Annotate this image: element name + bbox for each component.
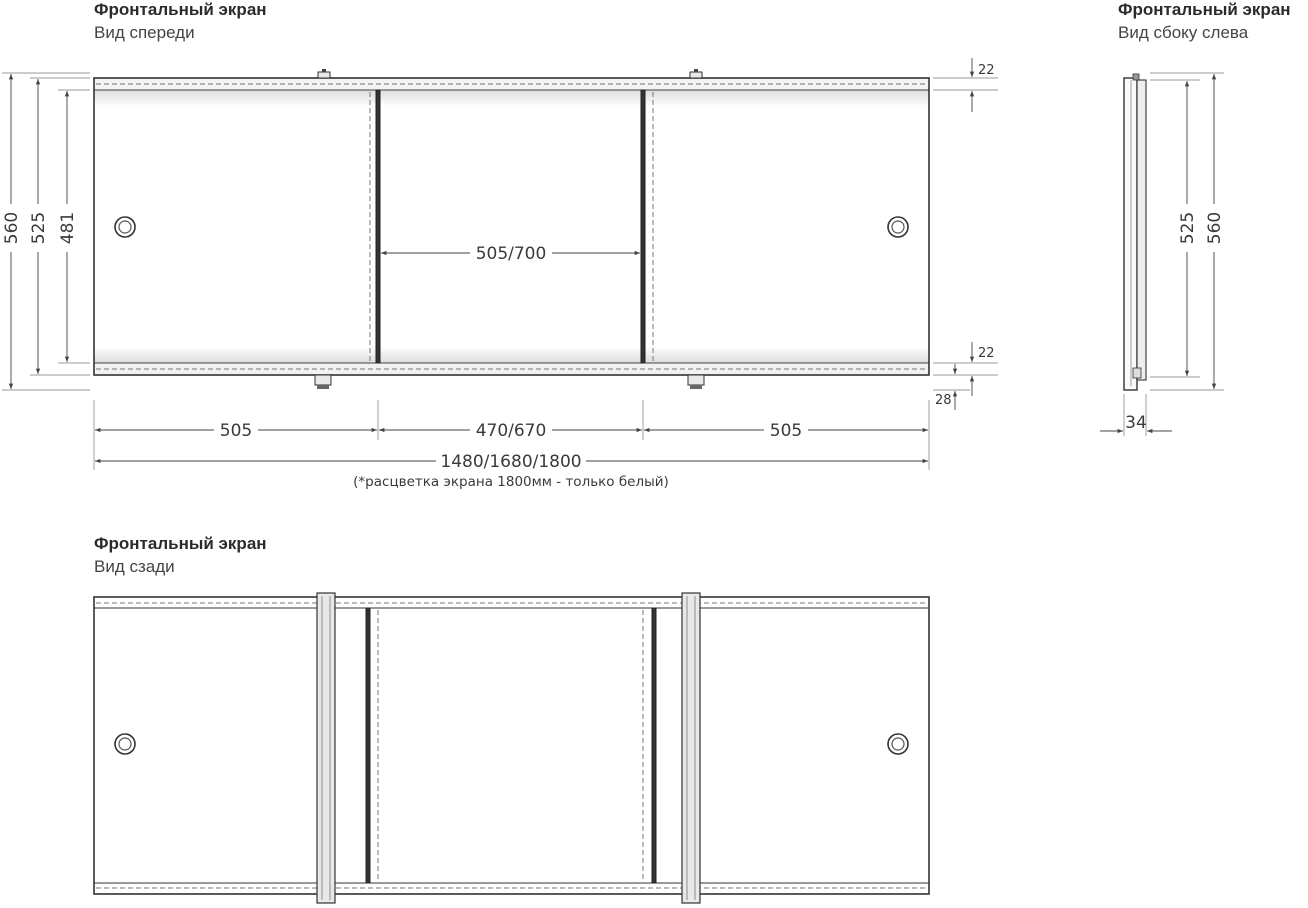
front-top-clip-left-icon bbox=[318, 69, 330, 78]
back-left-handle-icon bbox=[115, 734, 135, 754]
side-top-clip-icon bbox=[1133, 74, 1139, 80]
side-view-subtitle: Вид сбоку слева bbox=[1118, 23, 1249, 42]
side-dim-height-total: 560 bbox=[1205, 211, 1225, 245]
front-view-title: Фронтальный экран bbox=[94, 0, 267, 19]
dim-foot: 28 bbox=[935, 393, 952, 408]
back-right-post bbox=[652, 608, 656, 883]
front-top-clip-right-icon bbox=[690, 69, 702, 78]
back-view-title: Фронтальный экран bbox=[94, 534, 267, 553]
dim-top-rail: 22 bbox=[978, 63, 995, 78]
front-foot-left-icon bbox=[315, 375, 331, 389]
front-view-subtitle: Вид спереди bbox=[94, 23, 195, 42]
side-dim-depth: 34 bbox=[1125, 413, 1147, 433]
side-dim-height-panel: 525 bbox=[1178, 211, 1198, 245]
dim-height-panel: 525 bbox=[29, 211, 49, 245]
dim-height-total: 560 bbox=[2, 211, 22, 245]
dim-left-panel: 505 bbox=[219, 421, 253, 441]
dim-bottom-rail: 22 bbox=[978, 346, 995, 361]
front-view bbox=[2, 0, 998, 490]
dim-right-panel: 505 bbox=[769, 421, 803, 441]
back-left-post bbox=[366, 608, 370, 883]
dim-height-inner: 481 bbox=[58, 211, 78, 245]
side-view bbox=[1100, 0, 1291, 436]
side-rail-profile bbox=[1137, 80, 1146, 380]
side-panel-body bbox=[1124, 78, 1137, 390]
back-outer-frame bbox=[94, 597, 929, 894]
side-bottom-foot-icon bbox=[1133, 368, 1141, 378]
back-right-support-icon bbox=[682, 593, 700, 903]
front-left-post bbox=[376, 90, 380, 363]
dim-center-panel: 470/670 bbox=[475, 421, 547, 441]
back-left-support-icon bbox=[317, 593, 335, 903]
front-right-handle-icon bbox=[888, 217, 908, 237]
dim-total-width: 1480/1680/1800 bbox=[440, 452, 582, 472]
front-right-post bbox=[641, 90, 645, 363]
front-left-handle-icon bbox=[115, 217, 135, 237]
color-note: (*расцветка экрана 1800мм - только белый) bbox=[353, 474, 669, 490]
front-panel-background bbox=[94, 90, 929, 363]
back-view-subtitle: Вид сзади bbox=[94, 557, 175, 576]
front-foot-right-icon bbox=[688, 375, 704, 389]
side-view-title: Фронтальный экран bbox=[1118, 0, 1291, 19]
back-right-handle-icon bbox=[888, 734, 908, 754]
back-view bbox=[94, 534, 929, 903]
dim-center-opening: 505/700 bbox=[475, 244, 547, 264]
